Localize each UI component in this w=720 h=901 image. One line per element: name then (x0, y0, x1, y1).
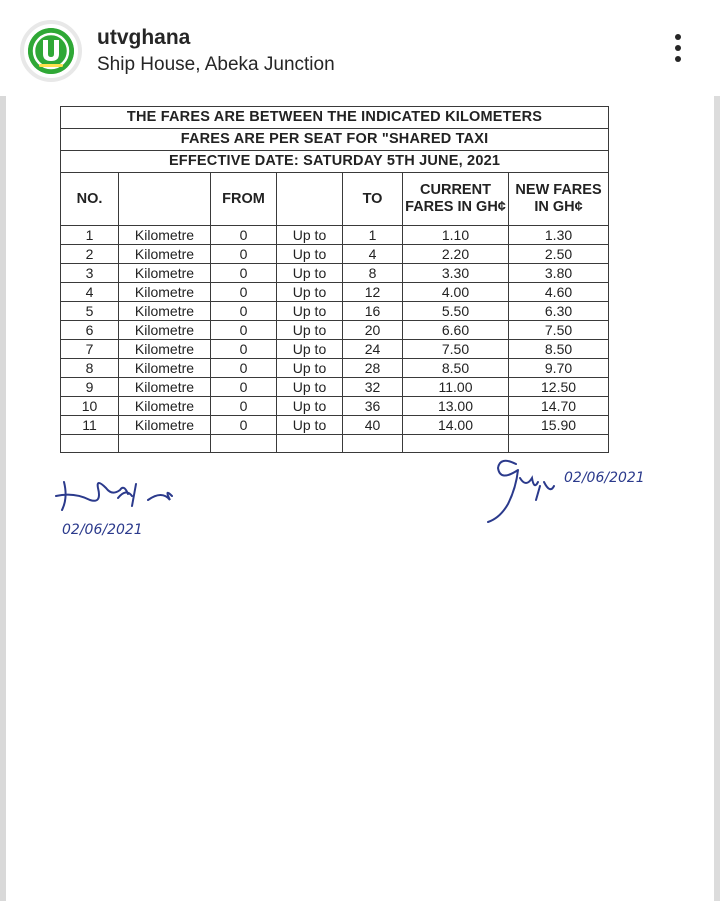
cell-no: 1 (61, 226, 119, 245)
table-row (61, 378, 609, 397)
table-row (61, 321, 609, 340)
cell-no: 7 (61, 340, 119, 359)
table-subtitle: FARES ARE PER SEAT FOR "SHARED TAXI (61, 129, 609, 151)
cell-current: 13.00 (403, 397, 509, 416)
cell-to: 32 (343, 378, 403, 397)
cell-empty (509, 435, 609, 453)
cell-new: 6.30 (509, 302, 609, 321)
cell-current: 6.60 (403, 321, 509, 340)
cell-unit: Kilometre (119, 283, 211, 302)
cell-current: 2.20 (403, 245, 509, 264)
cell-current: 14.00 (403, 416, 509, 435)
table-row (61, 397, 609, 416)
table-row (61, 226, 609, 245)
cell-to: 16 (343, 302, 403, 321)
table-row (61, 283, 609, 302)
cell-new: 2.50 (509, 245, 609, 264)
cell-empty (277, 435, 343, 453)
cell-from: 0 (211, 359, 277, 378)
cell-current: 8.50 (403, 359, 509, 378)
cell-unit: Kilometre (119, 416, 211, 435)
utv-logo-icon (28, 28, 74, 74)
cell-to: 12 (343, 283, 403, 302)
cell-no: 11 (61, 416, 119, 435)
fares-table (60, 106, 609, 453)
col-header-blank (119, 173, 211, 226)
cell-new: 8.50 (509, 340, 609, 359)
cell-no: 5 (61, 302, 119, 321)
cell-upto: Up to (277, 416, 343, 435)
cell-new: 1.30 (509, 226, 609, 245)
cell-empty (343, 435, 403, 453)
cell-no: 10 (61, 397, 119, 416)
table-row-empty (61, 435, 609, 453)
table-title: THE FARES ARE BETWEEN THE INDICATED KILOMETERS (61, 107, 609, 129)
cell-current: 4.00 (403, 283, 509, 302)
cell-upto: Up to (277, 302, 343, 321)
cell-to: 20 (343, 321, 403, 340)
table-row (61, 340, 609, 359)
image-edge (714, 96, 720, 901)
cell-upto: Up to (277, 340, 343, 359)
col-header-blank (277, 173, 343, 226)
cell-unit: Kilometre (119, 359, 211, 378)
cell-unit: Kilometre (119, 397, 211, 416)
cell-to: 8 (343, 264, 403, 283)
cell-current: 1.10 (403, 226, 509, 245)
cell-upto: Up to (277, 321, 343, 340)
cell-current: 5.50 (403, 302, 509, 321)
avatar[interactable] (20, 20, 82, 82)
col-header-new: NEW FARES IN GH¢ (509, 173, 609, 226)
cell-from: 0 (211, 416, 277, 435)
cell-upto: Up to (277, 264, 343, 283)
cell-no: 9 (61, 378, 119, 397)
cell-from: 0 (211, 226, 277, 245)
cell-from: 0 (211, 264, 277, 283)
location-tag[interactable]: Ship House, Abeka Junction (97, 54, 335, 75)
cell-from: 0 (211, 397, 277, 416)
image-edge (0, 96, 6, 901)
cell-from: 0 (211, 302, 277, 321)
cell-no: 8 (61, 359, 119, 378)
cell-no: 2 (61, 245, 119, 264)
cell-upto: Up to (277, 283, 343, 302)
cell-upto: Up to (277, 378, 343, 397)
col-header-from: FROM (211, 173, 277, 226)
cell-current: 11.00 (403, 378, 509, 397)
cell-from: 0 (211, 283, 277, 302)
cell-new: 4.60 (509, 283, 609, 302)
cell-to: 1 (343, 226, 403, 245)
col-header-current: CURRENT FARES IN GH¢ (403, 173, 509, 226)
cell-no: 4 (61, 283, 119, 302)
cell-from: 0 (211, 340, 277, 359)
signature-left (52, 470, 192, 550)
cell-current: 7.50 (403, 340, 509, 359)
cell-new: 9.70 (509, 359, 609, 378)
cell-empty (61, 435, 119, 453)
cell-unit: Kilometre (119, 302, 211, 321)
cell-from: 0 (211, 378, 277, 397)
cell-to: 28 (343, 359, 403, 378)
table-row (61, 416, 609, 435)
cell-upto: Up to (277, 245, 343, 264)
post-header (0, 0, 720, 97)
cell-empty (211, 435, 277, 453)
cell-unit: Kilometre (119, 226, 211, 245)
cell-to: 36 (343, 397, 403, 416)
cell-unit: Kilometre (119, 378, 211, 397)
cell-upto: Up to (277, 226, 343, 245)
cell-empty (119, 435, 211, 453)
col-header-to: TO (343, 173, 403, 226)
cell-upto: Up to (277, 397, 343, 416)
cell-new: 14.70 (509, 397, 609, 416)
table-row (61, 245, 609, 264)
cell-no: 3 (61, 264, 119, 283)
cell-new: 12.50 (509, 378, 609, 397)
cell-to: 40 (343, 416, 403, 435)
effective-date: EFFECTIVE DATE: SATURDAY 5TH JUNE, 2021 (61, 151, 609, 173)
cell-upto: Up to (277, 359, 343, 378)
cell-current: 3.30 (403, 264, 509, 283)
table-row (61, 264, 609, 283)
cell-no: 6 (61, 321, 119, 340)
table-row (61, 302, 609, 321)
cell-unit: Kilometre (119, 245, 211, 264)
cell-new: 15.90 (509, 416, 609, 435)
cell-from: 0 (211, 245, 277, 264)
cell-new: 3.80 (509, 264, 609, 283)
table-row (61, 359, 609, 378)
cell-to: 24 (343, 340, 403, 359)
col-header-no: NO. (61, 173, 119, 226)
cell-new: 7.50 (509, 321, 609, 340)
cell-to: 4 (343, 245, 403, 264)
cell-empty (403, 435, 509, 453)
cell-unit: Kilometre (119, 321, 211, 340)
signature-right-date: 02/06/2021 (564, 470, 645, 486)
more-options-icon[interactable] (668, 34, 688, 70)
signature-left-date: 02/06/2021 (62, 522, 143, 538)
cell-from: 0 (211, 321, 277, 340)
cell-unit: Kilometre (119, 340, 211, 359)
username[interactable]: utvghana (97, 26, 191, 49)
cell-unit: Kilometre (119, 264, 211, 283)
signature-right (478, 452, 668, 532)
